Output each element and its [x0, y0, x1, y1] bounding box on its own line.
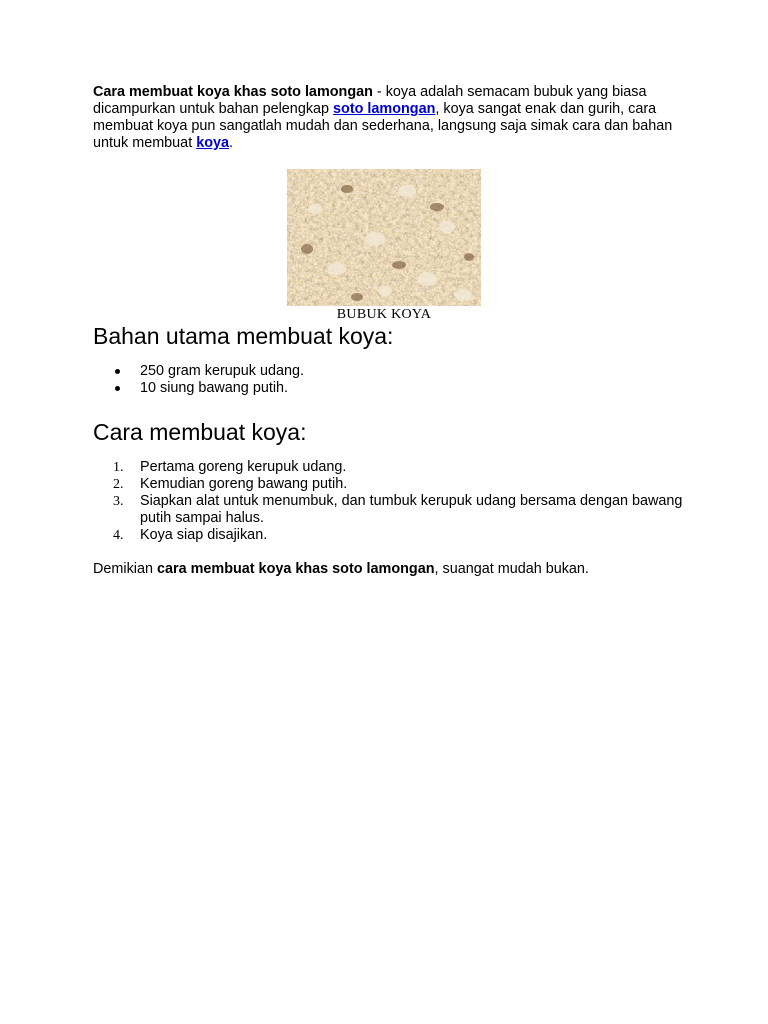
list-item — [93, 380, 683, 397]
koya-figure — [287, 169, 481, 323]
intro-paragraph — [93, 84, 683, 152]
intro-text-2: , koya sangat enak dan gurih, cara membuat koya pun sangatlah mudah dan sederhana, langsung saja simak cara dan bahan untuk membuat — [93, 101, 673, 151]
intro-text-1: - koya adalah semacam bubuk yang biasa dicampurkan untuk bahan pelengkap — [93, 84, 647, 117]
list-item — [93, 493, 683, 527]
list-item — [93, 476, 683, 493]
cara-steps-list — [93, 459, 683, 544]
soto-lamongan-link[interactable]: soto lamongan — [333, 101, 436, 117]
step-number: 4. — [113, 528, 124, 543]
closing-text-1: Demikian — [93, 561, 157, 577]
bullet-icon — [115, 369, 120, 374]
document-page — [93, 84, 683, 578]
bubuk-koya-photo — [287, 169, 481, 306]
closing-bold: cara membuat koya khas soto lamongan — [156, 561, 435, 577]
intro-text-3: . — [229, 135, 233, 151]
photo-caption: BUBUK KOYA — [336, 307, 432, 322]
step-number: 2. — [113, 477, 124, 492]
bahan-heading: Bahan utama membuat koya: — [93, 323, 394, 349]
cara-heading: Cara membuat koya: — [93, 419, 307, 445]
closing-paragraph — [93, 561, 683, 578]
step-text: Pertama goreng kerupuk udang. — [140, 459, 347, 475]
step-number: 3. — [113, 494, 124, 509]
step-text: Kemudian goreng bawang putih. — [140, 476, 348, 492]
bullet-icon — [115, 386, 120, 391]
list-item — [93, 363, 683, 380]
list-item — [93, 527, 683, 544]
bahan-list — [93, 363, 683, 397]
closing-text-2: , suangat mudah bukan. — [434, 561, 589, 577]
list-item-text: 250 gram kerupuk udang. — [140, 363, 305, 379]
list-item — [93, 459, 683, 476]
step-number: 1. — [113, 460, 124, 475]
step-text: Koya siap disajikan. — [140, 527, 268, 543]
koya-link[interactable]: koya — [196, 135, 229, 151]
list-item-text: 10 siung bawang putih. — [140, 380, 289, 396]
intro-bold-lead: Cara membuat koya khas soto lamongan — [93, 84, 373, 100]
step-text: Siapkan alat untuk menumbuk, dan tumbuk kerupuk udang bersama dengan bawang putih sampai halus. — [140, 493, 683, 526]
